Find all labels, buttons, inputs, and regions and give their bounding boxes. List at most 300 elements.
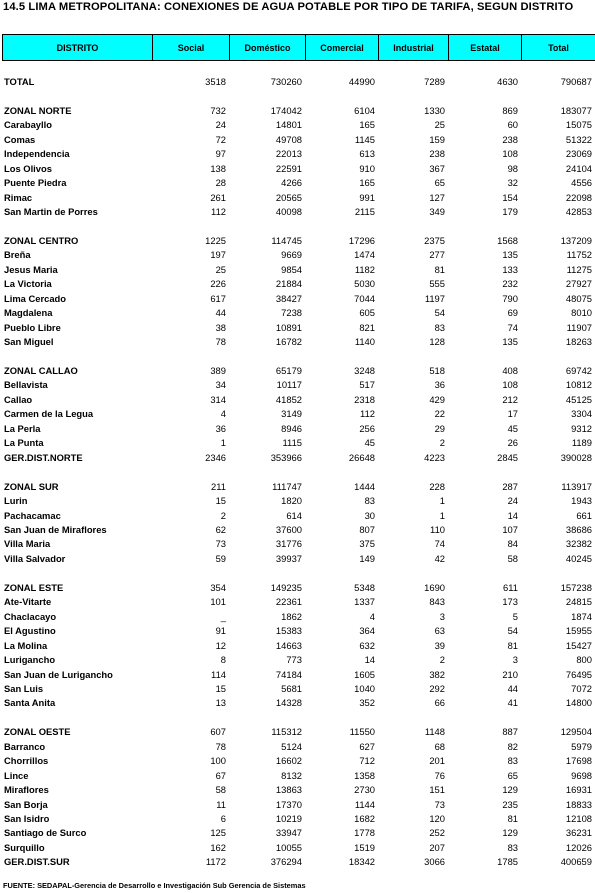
cell-industrial: 843: [429, 596, 445, 608]
district-name: Barranco: [4, 740, 46, 752]
cell-total: 27927: [565, 278, 592, 290]
cell-estatal: 60: [507, 119, 518, 131]
cell-social: 1225: [205, 234, 226, 246]
cell-total: 45125: [565, 393, 592, 405]
district-name: Comas: [4, 133, 36, 145]
cell-industrial: 3: [439, 610, 445, 622]
cell-social: 36: [215, 422, 226, 434]
cell-domestico: 16602: [275, 755, 302, 767]
table-row: [0, 263, 595, 277]
spacer-row: [0, 220, 595, 234]
cell-total: 36231: [565, 827, 592, 839]
cell-industrial: 1: [439, 509, 445, 521]
cell-domestico: 5681: [281, 682, 302, 694]
cell-domestico: 65179: [275, 365, 302, 377]
cell-estatal: 84: [507, 538, 518, 550]
district-name: Carabayllo: [4, 119, 52, 131]
cell-comercial: 2115: [354, 206, 375, 218]
cell-domestico: 376294: [270, 856, 302, 868]
district-name: ZONAL CENTRO: [4, 234, 79, 246]
cell-industrial: 76: [434, 769, 445, 781]
cell-domestico: 174042: [270, 104, 302, 116]
column-header-social: Social: [153, 35, 230, 61]
table-row: [0, 610, 595, 624]
cell-estatal: 41: [507, 697, 518, 709]
cell-comercial: 3248: [354, 365, 375, 377]
cell-industrial: 518: [429, 365, 445, 377]
district-name: Lurin: [4, 495, 28, 507]
cell-total: 42853: [565, 206, 592, 218]
table-row: [0, 581, 595, 595]
cell-total: 137209: [560, 234, 592, 246]
cell-comercial: 26648: [348, 451, 375, 463]
table-row: [0, 523, 595, 537]
cell-social: 24: [215, 119, 226, 131]
table-row: [0, 248, 595, 262]
cell-estatal: 129: [502, 827, 518, 839]
cell-domestico: 13863: [275, 784, 302, 796]
cell-social: 138: [210, 162, 226, 174]
table-row: [0, 783, 595, 797]
column-header-total: Total: [522, 35, 595, 61]
cell-comercial: 149: [359, 552, 375, 564]
spacer-cell: [0, 465, 595, 479]
district-name: TOTAL: [4, 76, 35, 87]
cell-total: 38686: [565, 523, 592, 535]
cell-comercial: 613: [359, 148, 375, 160]
spacer-row: [0, 89, 595, 103]
cell-comercial: 2730: [354, 784, 375, 796]
table-row: [0, 769, 595, 783]
cell-estatal: 108: [502, 148, 518, 160]
cell-estatal: 154: [502, 191, 518, 203]
cell-industrial: 292: [429, 682, 445, 694]
cell-estatal: 611: [503, 581, 518, 593]
cell-estatal: 83: [507, 841, 518, 853]
cell-estatal: 238: [502, 133, 518, 145]
cell-total: 22098: [565, 191, 592, 203]
cell-estatal: 44: [507, 682, 518, 694]
table-row: [0, 451, 595, 465]
district-name: Lima Cercado: [4, 292, 66, 304]
cell-social: 112: [211, 206, 226, 218]
cell-domestico: 39937: [275, 552, 302, 564]
cell-estatal: 129: [502, 784, 518, 796]
cell-comercial: 352: [359, 697, 375, 709]
cell-industrial: 159: [429, 133, 445, 145]
table-row: [0, 509, 595, 523]
table-row: [0, 75, 595, 89]
cell-total: 23069: [565, 148, 592, 160]
cell-total: 51322: [565, 133, 592, 145]
cell-estatal: 173: [502, 596, 518, 608]
table-row: [0, 335, 595, 349]
cell-estatal: 26: [507, 437, 518, 449]
cell-domestico: 21884: [275, 278, 302, 290]
cell-industrial: 277: [429, 249, 445, 261]
cell-domestico: 22361: [275, 596, 302, 608]
cell-total: 1943: [571, 495, 592, 507]
cell-total: 16931: [565, 784, 592, 796]
data-table: [0, 75, 595, 870]
cell-industrial: 65: [434, 177, 445, 189]
cell-social: 15: [215, 682, 226, 694]
cell-comercial: 45: [364, 437, 375, 449]
district-name: La Perla: [4, 422, 41, 434]
district-name: El Agustino: [4, 625, 56, 637]
cell-estatal: 98: [507, 162, 518, 174]
table-row: [0, 292, 595, 306]
cell-estatal: 133: [502, 263, 518, 275]
cell-estatal: 5: [512, 610, 518, 622]
district-name: ZONAL SUR: [4, 480, 59, 492]
cell-estatal: 408: [502, 365, 518, 377]
table-row: [0, 552, 595, 566]
table-row: [0, 798, 595, 812]
cell-total: 48075: [565, 292, 592, 304]
district-name: Lince: [4, 769, 29, 781]
cell-comercial: 712: [359, 755, 375, 767]
cell-social: 100: [210, 755, 226, 767]
cell-social: 1172: [205, 856, 226, 868]
table-row: [0, 104, 595, 118]
cell-estatal: 3: [512, 654, 518, 666]
table-row: [0, 653, 595, 667]
cell-social: 2: [220, 509, 226, 521]
cell-comercial: 807: [359, 523, 375, 535]
cell-social: 125: [210, 827, 226, 839]
cell-social: 607: [210, 726, 226, 738]
cell-estatal: 232: [502, 278, 518, 290]
cell-social: 6: [220, 813, 226, 825]
cell-social: 11: [216, 798, 226, 810]
district-name: San Isidro: [4, 813, 50, 825]
table-body: [0, 75, 595, 870]
cell-industrial: 555: [429, 278, 445, 290]
cell-domestico: 1115: [282, 437, 302, 449]
district-name: La Molina: [4, 639, 48, 651]
cell-industrial: 1: [439, 495, 445, 507]
district-name: San Juan de Miraflores: [4, 523, 107, 535]
cell-total: 9312: [571, 422, 592, 434]
cell-estatal: 81: [507, 813, 518, 825]
table-row: [0, 422, 595, 436]
cell-total: 661: [576, 509, 592, 521]
district-name: Callao: [4, 393, 33, 405]
district-name: Surquillo: [4, 841, 45, 853]
spacer-cell: [0, 89, 595, 103]
cell-comercial: 18342: [348, 856, 375, 868]
cell-total: 5979: [571, 740, 592, 752]
cell-comercial: 5030: [354, 278, 375, 290]
cell-industrial: 42: [434, 552, 445, 564]
cell-comercial: 1444: [354, 480, 375, 492]
cell-total: 1874: [571, 610, 592, 622]
cell-domestico: 353966: [270, 451, 302, 463]
cell-domestico: 49708: [275, 133, 302, 145]
cell-industrial: 29: [434, 422, 445, 434]
cell-domestico: 31776: [275, 538, 302, 550]
cell-total: 15075: [565, 119, 592, 131]
cell-estatal: 58: [507, 552, 518, 564]
district-name: La Punta: [4, 437, 44, 449]
cell-estatal: 287: [502, 480, 518, 492]
cell-social: 732: [210, 104, 226, 116]
cell-social: 78: [215, 740, 226, 752]
district-name: Villa Maria: [4, 538, 51, 550]
cell-estatal: 24: [507, 495, 518, 507]
district-name: Villa Salvador: [4, 552, 66, 564]
cell-total: 3304: [571, 408, 592, 420]
cell-industrial: 63: [434, 625, 445, 637]
cell-comercial: 1182: [354, 263, 375, 275]
cell-industrial: 252: [429, 827, 445, 839]
cell-industrial: 25: [434, 119, 445, 131]
cell-estatal: 45: [507, 422, 518, 434]
cell-total: 11275: [566, 263, 592, 275]
table-row: [0, 494, 595, 508]
table-row: [0, 812, 595, 826]
cell-social: 12: [215, 639, 226, 651]
cell-industrial: 39: [434, 639, 445, 651]
cell-comercial: 1337: [354, 596, 375, 608]
cell-industrial: 22: [434, 408, 445, 420]
table-row: [0, 133, 595, 147]
cell-total: 129504: [560, 726, 592, 738]
cell-industrial: 110: [430, 523, 445, 535]
cell-industrial: 151: [429, 784, 445, 796]
cell-domestico: 4266: [281, 177, 302, 189]
cell-social: 211: [211, 480, 226, 492]
table-row: [0, 826, 595, 840]
district-name: Santa Anita: [4, 697, 56, 709]
cell-social: 25: [215, 263, 226, 275]
cell-comercial: 991: [359, 191, 375, 203]
cell-domestico: 40098: [275, 206, 302, 218]
table-row: [0, 378, 595, 392]
cell-domestico: 10891: [275, 321, 302, 333]
district-name: GER.DIST.SUR: [4, 856, 70, 868]
cell-comercial: 1144: [354, 798, 375, 810]
cell-industrial: 68: [434, 740, 445, 752]
cell-social: 101: [210, 596, 226, 608]
table-row: [0, 855, 595, 869]
table-row: [0, 696, 595, 710]
cell-estatal: 235: [502, 798, 518, 810]
cell-social: 8: [220, 654, 226, 666]
cell-comercial: 112: [360, 408, 375, 420]
cell-domestico: 149235: [270, 581, 302, 593]
cell-industrial: 228: [429, 480, 445, 492]
table-row: [0, 639, 595, 653]
cell-total: 113917: [561, 480, 592, 492]
spacer-row: [0, 350, 595, 364]
cell-domestico: 74184: [275, 668, 302, 680]
cell-industrial: 36: [434, 379, 445, 391]
cell-estatal: 790: [502, 292, 518, 304]
cell-domestico: 5124: [281, 740, 302, 752]
cell-social: 314: [210, 393, 226, 405]
cell-total: 17698: [565, 755, 592, 767]
cell-industrial: 7289: [424, 76, 445, 87]
cell-domestico: 7238: [281, 307, 302, 319]
cell-estatal: 17: [507, 408, 518, 420]
cell-comercial: 375: [359, 538, 375, 550]
table-row: [0, 205, 595, 219]
cell-domestico: 1820: [281, 495, 302, 507]
cell-social: 13: [215, 697, 226, 709]
district-name: Pueblo Libre: [4, 321, 61, 333]
cell-domestico: 16782: [275, 336, 302, 348]
cell-total: 32382: [565, 538, 592, 550]
cell-total: 24104: [565, 162, 592, 174]
cell-social: 72: [215, 133, 226, 145]
cell-social: 354: [210, 581, 226, 593]
table-row: [0, 321, 595, 335]
cell-comercial: 632: [359, 639, 375, 651]
cell-industrial: 3066: [424, 856, 445, 868]
cell-domestico: 9854: [281, 263, 302, 275]
cell-domestico: 41852: [275, 393, 302, 405]
cell-social: _: [220, 610, 226, 622]
cell-comercial: 256: [359, 422, 375, 434]
cell-estatal: 32: [507, 177, 518, 189]
cell-social: 4: [220, 408, 226, 420]
cell-total: 790687: [560, 76, 592, 87]
table-row: [0, 682, 595, 696]
cell-comercial: 1145: [354, 133, 375, 145]
cell-industrial: 201: [429, 755, 445, 767]
cell-social: 62: [215, 523, 226, 535]
cell-total: 11907: [566, 321, 592, 333]
cell-comercial: 17296: [348, 234, 375, 246]
cell-industrial: 73: [434, 798, 445, 810]
cell-total: 18833: [565, 798, 592, 810]
cell-industrial: 367: [429, 162, 445, 174]
cell-industrial: 2375: [424, 234, 445, 246]
district-name: ZONAL OESTE: [4, 726, 71, 738]
cell-industrial: 2: [439, 437, 445, 449]
cell-estatal: 83: [507, 755, 518, 767]
cell-comercial: 4: [369, 610, 375, 622]
cell-social: 2346: [205, 451, 226, 463]
table-row: [0, 147, 595, 161]
cell-estatal: 4630: [497, 76, 518, 87]
cell-total: 24815: [565, 596, 592, 608]
cell-social: 3518: [205, 76, 226, 87]
cell-industrial: 81: [434, 263, 445, 275]
cell-total: 8010: [571, 307, 592, 319]
column-header-distrito: DISTRITO: [3, 35, 153, 61]
source-note: FUENTE: SEDAPAL-Gerencia de Desarrollo e Investigación Sub Gerencia de Sistemas: [3, 881, 306, 890]
district-name: San Juan de Lurigancho: [4, 668, 113, 680]
cell-total: 76495: [565, 668, 592, 680]
cell-industrial: 127: [429, 191, 445, 203]
cell-comercial: 517: [359, 379, 375, 391]
cell-total: 12026: [565, 841, 592, 853]
page-title: 14.5 LIMA METROPOLITANA: CONEXIONES DE AGUA POTABLE POR TIPO DE TARIFA, SEGUN DISTRITO: [3, 1, 574, 13]
cell-domestico: 8946: [281, 422, 302, 434]
cell-comercial: 83: [364, 495, 375, 507]
district-name: San Luis: [4, 682, 44, 694]
cell-comercial: 165: [359, 119, 375, 131]
cell-domestico: 22013: [275, 148, 302, 160]
cell-estatal: 74: [507, 321, 518, 333]
cell-domestico: 33947: [275, 827, 302, 839]
table-row: [0, 740, 595, 754]
district-name: Los Olivos: [4, 162, 52, 174]
column-header-comercial: Comercial: [306, 35, 379, 61]
district-name: ZONAL ESTE: [4, 581, 64, 593]
cell-social: 15: [215, 495, 226, 507]
cell-industrial: 128: [429, 336, 445, 348]
cell-comercial: 1519: [354, 841, 375, 853]
cell-total: 800: [576, 654, 592, 666]
district-name: Rimac: [4, 191, 33, 203]
column-header-industrial: Industrial: [379, 35, 449, 61]
cell-social: 44: [215, 307, 226, 319]
district-name: San Borja: [4, 798, 48, 810]
district-name: Magdalena: [4, 307, 53, 319]
cell-domestico: 15383: [275, 625, 302, 637]
cell-total: 15955: [565, 625, 592, 637]
cell-domestico: 111747: [272, 480, 302, 492]
table-row: [0, 393, 595, 407]
spacer-row: [0, 465, 595, 479]
cell-domestico: 14801: [275, 119, 302, 131]
district-name: GER.DIST.NORTE: [4, 451, 83, 463]
cell-comercial: 1778: [354, 827, 375, 839]
table-row: [0, 176, 595, 190]
cell-estatal: 81: [507, 639, 518, 651]
cell-industrial: 74: [434, 538, 445, 550]
cell-social: 67: [215, 769, 226, 781]
cell-estatal: 887: [502, 726, 518, 738]
cell-domestico: 10055: [275, 841, 302, 853]
cell-social: 114: [211, 668, 226, 680]
table-row: [0, 364, 595, 378]
district-name: Jesus Maria: [4, 263, 58, 275]
cell-social: 1: [220, 437, 226, 449]
cell-estatal: 1785: [497, 856, 518, 868]
spacer-cell: [0, 220, 595, 234]
district-name: ZONAL CALLAO: [4, 365, 78, 377]
district-name: Lurigancho: [4, 654, 56, 666]
cell-industrial: 1197: [424, 292, 445, 304]
cell-comercial: 605: [359, 307, 375, 319]
cell-estatal: 69: [507, 307, 518, 319]
district-name: Breña: [4, 249, 31, 261]
cell-total: 10812: [565, 379, 592, 391]
cell-total: 18263: [565, 336, 592, 348]
cell-social: 162: [210, 841, 226, 853]
cell-social: 34: [215, 379, 226, 391]
cell-total: 157238: [560, 581, 592, 593]
cell-estatal: 135: [502, 249, 518, 261]
cell-estatal: 210: [502, 668, 518, 680]
cell-estatal: 869: [502, 104, 518, 116]
cell-domestico: 14663: [275, 639, 302, 651]
district-name: Chorrillos: [4, 755, 49, 767]
cell-industrial: 207: [429, 841, 445, 853]
cell-domestico: 3149: [281, 408, 302, 420]
table-row: [0, 754, 595, 768]
cell-social: 97: [215, 148, 226, 160]
spacer-cell: [0, 711, 595, 725]
cell-domestico: 38427: [275, 292, 302, 304]
cell-comercial: 1605: [354, 668, 375, 680]
table-row: [0, 436, 595, 450]
